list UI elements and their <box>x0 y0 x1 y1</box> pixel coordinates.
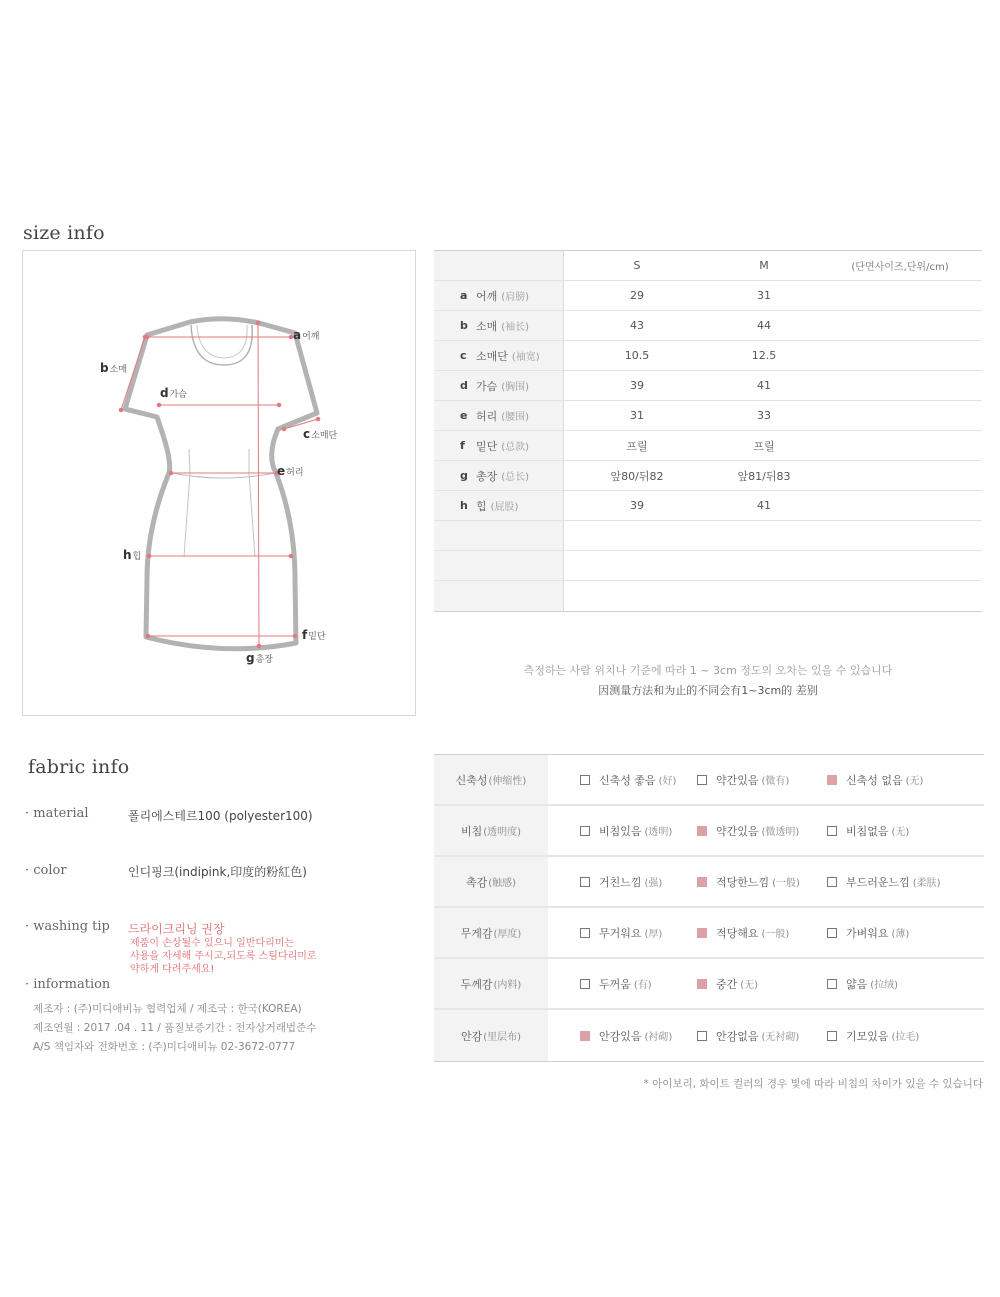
size-row <box>434 401 982 431</box>
fabric-row <box>434 857 984 908</box>
washing-main: 드라이크리닝 권장 <box>128 922 225 936</box>
size-info-title: size info <box>23 222 105 244</box>
label-f: f밑단 <box>302 628 326 642</box>
fabric-row-label: 신축성 (伸缩性) <box>434 755 548 804</box>
unchecked-box-icon <box>827 979 837 989</box>
size-m-value: 41 <box>757 499 771 512</box>
fabric-option: 비침있음 (透明) <box>580 806 672 855</box>
material-value: 폴리에스테르100 (polyester100) <box>128 809 313 823</box>
size-row-empty <box>434 521 982 551</box>
size-m-header: M <box>759 259 769 272</box>
label-c: c소매단 <box>303 427 338 441</box>
unchecked-box-icon <box>827 877 837 887</box>
label-d: d가슴 <box>160 386 187 400</box>
fabric-option: 약간있음 (微透明) <box>697 806 799 855</box>
fabric-option: 신축성 좋음 (好) <box>580 755 676 804</box>
information-label: · information <box>25 977 111 992</box>
size-m-value: 프릴 <box>753 439 775 453</box>
fabric-option: 안감있음 (衬砌) <box>580 1010 672 1061</box>
fabric-option: 적당한느낌 (一般) <box>697 857 800 906</box>
label-e: e허리 <box>277 464 304 478</box>
dress-diagram <box>22 250 416 716</box>
fabric-row <box>434 908 984 959</box>
size-s-value: 10.5 <box>624 349 650 362</box>
size-s-value: 39 <box>630 379 644 392</box>
dress-outline-illustration <box>23 251 417 717</box>
size-row-label: a 어깨 (肩膀) <box>434 281 564 310</box>
size-table-header <box>434 251 982 281</box>
unchecked-box-icon <box>827 1031 837 1041</box>
washing-label: · washing tip <box>25 919 110 934</box>
unchecked-box-icon <box>580 877 590 887</box>
fabric-row <box>434 1010 984 1061</box>
checked-box-icon <box>580 1031 590 1041</box>
unchecked-box-icon <box>827 928 837 938</box>
size-m-value: 33 <box>757 409 771 422</box>
label-g: g총장 <box>246 651 273 665</box>
fabric-option: 무거워요 (厚) <box>580 908 662 957</box>
size-row-empty <box>434 581 982 611</box>
fabric-row <box>434 959 984 1010</box>
fabric-option: 두꺼움 (有) <box>580 959 652 1008</box>
label-h: h힙 <box>123 548 142 562</box>
size-row-label: e 허리 (腰围) <box>434 401 564 430</box>
info-maker: 제조자 : (주)미디애비뉴 협력업체 / 제조국 : 한국(KOREA) <box>33 1003 302 1015</box>
size-s-value: 39 <box>630 499 644 512</box>
fabric-info-title: fabric info <box>28 756 130 778</box>
fabric-row-label: 안감 (里层布) <box>434 1010 548 1061</box>
fabric-option: 안감없음 (无衬砌) <box>697 1010 799 1061</box>
unchecked-box-icon <box>697 775 707 785</box>
size-row <box>434 461 982 491</box>
unchecked-box-icon <box>580 928 590 938</box>
size-m-value: 44 <box>757 319 771 332</box>
size-m-value: 41 <box>757 379 771 392</box>
washing-detail: 제품이 손상될수 있으니 일반다리미는 사용을 자세해 주시고,되도록 스팀다리미로 약하게 다려주세요! <box>130 938 317 975</box>
info-as: A/S 책임자와 전화번호 : (주)미디애비뉴 02-3672-0777 <box>33 1041 296 1053</box>
fabric-row-label: 촉감 (触感) <box>434 857 548 906</box>
fabric-table <box>434 754 984 1062</box>
measure-note-ko: 측정하는 사람 위치나 기준에 따라 1 ~ 3cm 정도의 오차는 있을 수 있습니다 <box>523 664 893 677</box>
fabric-row-label: 무게감 (厚度) <box>434 908 548 957</box>
size-m-value: 12.5 <box>751 349 777 362</box>
fabric-option: 약간있음 (微有) <box>697 755 789 804</box>
size-row <box>434 491 982 521</box>
size-row-label: h 힙 (屁股) <box>434 491 564 520</box>
size-row-label: b 소매 (袖长) <box>434 311 564 340</box>
fabric-option: 얇음 (拉绒) <box>827 959 898 1008</box>
fabric-row-label: 비침 (透明度) <box>434 806 548 855</box>
color-label: · color <box>25 863 67 878</box>
checked-box-icon <box>697 979 707 989</box>
fabric-row-label: 두께감 (内料) <box>434 959 548 1008</box>
fabric-option: 신축성 없음 (无) <box>827 755 923 804</box>
size-row-label: f 밑단 (总款) <box>434 431 564 460</box>
fabric-note: * 아이보리, 화이트 컬러의 경우 빛에 따라 비침의 차이가 있을 수 있습니다 <box>643 1078 983 1090</box>
fabric-option: 비침없음 (无) <box>827 806 909 855</box>
material-label: · material <box>25 806 89 821</box>
info-date: 제조연월 : 2017 .04 . 11 / 품질보증기간 : 전자상거래법준수 <box>33 1022 317 1034</box>
size-row <box>434 341 982 371</box>
size-m-value: 31 <box>757 289 771 302</box>
fabric-option: 거친느낌 (强) <box>580 857 662 906</box>
size-table <box>434 250 982 612</box>
size-row-label: d 가슴 (胸围) <box>434 371 564 400</box>
unchecked-box-icon <box>697 1031 707 1041</box>
size-s-header: S <box>633 259 641 272</box>
size-row-label: c 소매단 (袖宽) <box>434 341 564 370</box>
size-s-value: 31 <box>630 409 644 422</box>
unit-note: (단면사이즈,단위/cm) <box>851 262 949 273</box>
size-row <box>434 281 982 311</box>
label-b: b소매 <box>100 361 127 375</box>
size-row <box>434 371 982 401</box>
label-a: a어깨 <box>293 328 320 342</box>
fabric-option: 중간 (无) <box>697 959 758 1008</box>
size-s-value: 앞80/뒤82 <box>610 469 664 483</box>
size-row-empty <box>434 551 982 581</box>
fabric-option: 적당해요 (一般) <box>697 908 789 957</box>
fabric-option: 가벼워요 (薄) <box>827 908 909 957</box>
fabric-row <box>434 755 984 806</box>
size-s-value: 29 <box>630 289 644 302</box>
checked-box-icon <box>827 775 837 785</box>
size-s-value: 프릴 <box>626 439 648 453</box>
unchecked-box-icon <box>580 775 590 785</box>
unchecked-box-icon <box>580 979 590 989</box>
size-m-value: 앞81/뒤83 <box>737 469 791 483</box>
size-row <box>434 431 982 461</box>
fabric-option: 부드러운느낌 (柔肤) <box>827 857 941 906</box>
checked-box-icon <box>697 826 707 836</box>
size-row <box>434 311 982 341</box>
fabric-row <box>434 806 984 857</box>
measure-note-cn: 因测量方法和为止的不同会有1~3cm的 差别 <box>598 684 818 697</box>
unchecked-box-icon <box>827 826 837 836</box>
unchecked-box-icon <box>580 826 590 836</box>
color-value: 인디핑크(indipink,印度的粉紅色) <box>128 865 307 879</box>
size-row-label: g 총장 (总长) <box>434 461 564 490</box>
checked-box-icon <box>697 928 707 938</box>
checked-box-icon <box>697 877 707 887</box>
fabric-option: 기모있음 (拉毛) <box>827 1010 919 1061</box>
size-s-value: 43 <box>630 319 644 332</box>
